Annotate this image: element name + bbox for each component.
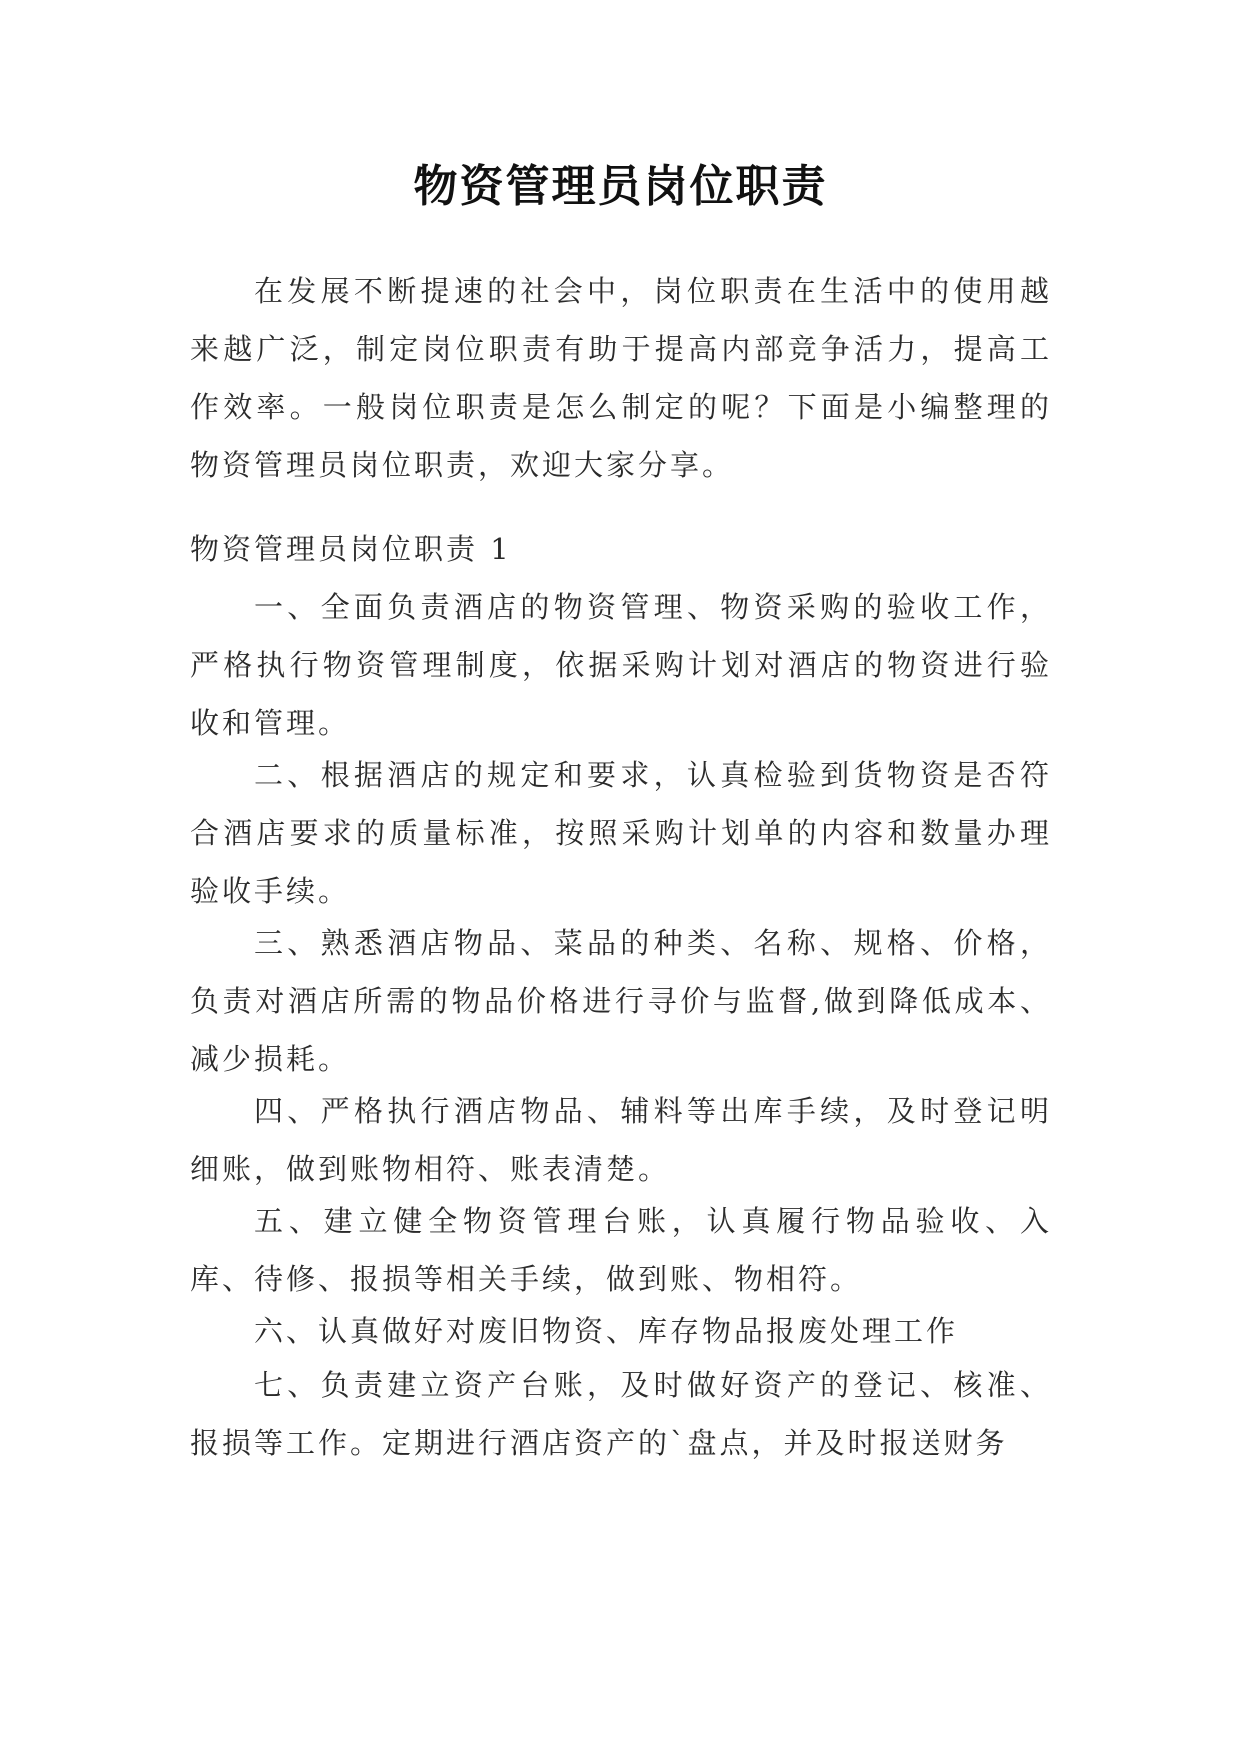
duty-item-2: 二、根据酒店的规定和要求，认真检验到货物资是否符合酒店要求的质量标准，按照采购计划单的内容和数量办理验收手续。 [190, 758, 1052, 908]
duty-item-6: 六、认真做好对废旧物资、库存物品报废处理工作 [254, 1314, 959, 1348]
duty-item-4: 四、严格执行酒店物品、辅料等出库手续，及时登记明细账，做到账物相符、账表清楚。 [190, 1094, 1052, 1186]
duty-item-5: 五、建立健全物资管理台账，认真履行物品验收、入库、待修、报损等相关手续，做到账、物相符。 [190, 1204, 1052, 1296]
intro-paragraph: 在发展不断提速的社会中，岗位职责在生活中的使用越来越广泛，制定岗位职责有助于提高内部竞争活力，提高工作效率。一般岗位职责是怎么制定的呢？下面是小编整理的物资管理员岗位职责，欢迎大家分享。 [190, 274, 1052, 482]
duty-item-1: 一、全面负责酒店的物资管理、物资采购的验收工作，严格执行物资管理制度，依据采购计划对酒店的物资进行验收和管理。 [190, 590, 1052, 740]
document-title: 物资管理员岗位职责 [413, 161, 828, 212]
duty-item-7: 七、负责建立资产台账，及时做好资产的登记、核准、报损等工作。定期进行酒店资产的`盘点，并及时报送财务 [190, 1368, 1052, 1460]
section-heading: 物资管理员岗位职责 1 [190, 532, 512, 566]
duty-item-3: 三、熟悉酒店物品、菜品的种类、名称、规格、价格，负责对酒店所需的物品价格进行寻价与监督,做到降低成本、减少损耗。 [190, 926, 1052, 1076]
